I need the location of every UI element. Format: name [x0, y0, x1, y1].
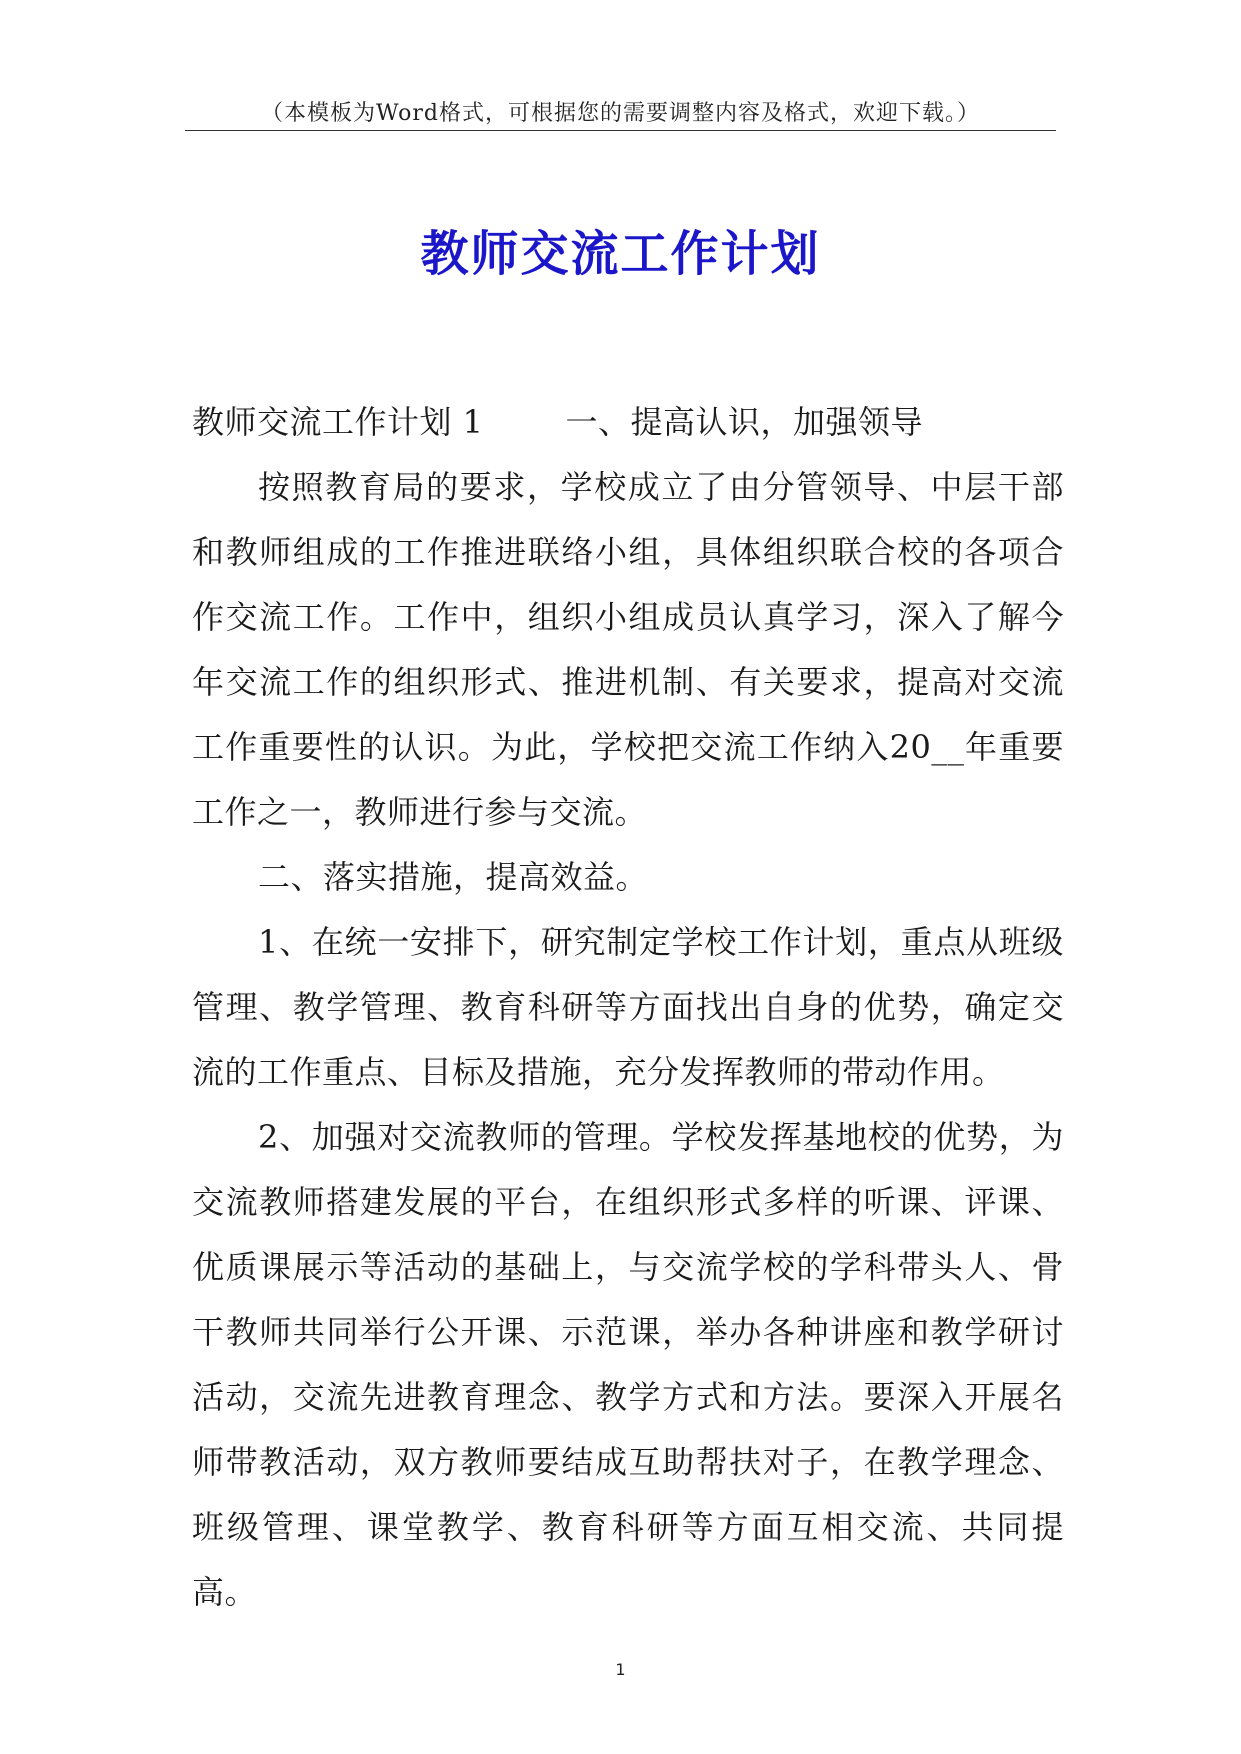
- document-body: [192, 390, 1064, 1625]
- document-title: 教师交流工作计划: [420, 226, 821, 282]
- plan-heading: 教师交流工作计划 1: [192, 403, 484, 441]
- intro-line: [192, 390, 1064, 455]
- page-number: 1: [615, 1660, 626, 1679]
- paragraph-2: 1、在统一安排下，研究制定学校工作计划，重点从班级管理、教学管理、教育科研等方面找出自身的优势，确定交流的工作重点、目标及措施，充分发挥教师的带动作用。: [192, 923, 1064, 1091]
- paragraph-1: 按照教育局的要求，学校成立了由分管领导、中层干部和教师组成的工作推进联络小组，具体组织联合校的各项合作交流工作。工作中，组织小组成员认真学习，深入了解今年交流工作的组织形式、推进机制、有关要求，提高对交流工作重要性的认识。为此，学校把交流工作纳入20__年重要工作之一，教师进行参与交流。: [192, 468, 1064, 831]
- header-divider: [185, 130, 1056, 131]
- paragraph-3: 2、加强对交流教师的管理。学校发挥基地校的优势，为交流教师搭建发展的平台，在组织形式多样的听课、评课、优质课展示等活动的基础上，与交流学校的学科带头人、骨干教师共同举行公开课、示范课，举办各种讲座和教学研讨活动，交流先进教育理念、教学方式和方法。要深入开展名师带教活动，双方教师要结成互助帮扶对子，在教学理念、班级管理、课堂教学、教育科研等方面互相交流、共同提高。: [192, 1118, 1064, 1611]
- section-2-heading: 二、落实措施，提高效益。: [258, 858, 649, 896]
- template-note: （本模板为Word格式，可根据您的需要调整内容及格式，欢迎下载。）: [261, 101, 980, 126]
- section-1-heading: 一、提高认识，加强领导: [565, 403, 924, 441]
